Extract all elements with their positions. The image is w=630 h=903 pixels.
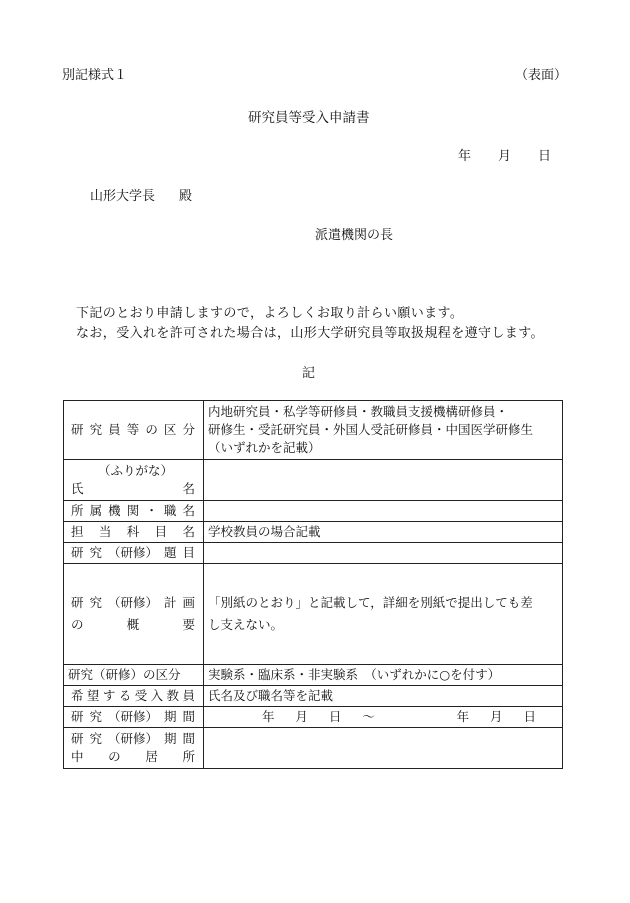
row-theme: [64, 543, 563, 564]
affiliation-value-cell[interactable]: [204, 501, 563, 522]
date-line: [458, 145, 551, 164]
plan-value-line-2: し支えない。: [208, 617, 284, 632]
subject-label-cell: [64, 522, 204, 543]
residence-value-cell[interactable]: [204, 728, 563, 769]
application-form-table: [63, 400, 563, 769]
subject-label: 担 当 科 目 名: [71, 524, 195, 539]
name-value-cell[interactable]: [204, 460, 563, 501]
category-value-line-2: 研修生・受託研究員・外国人受託研修員・中国医学研修生: [208, 422, 534, 437]
row-affiliation: [64, 501, 563, 522]
residence-label-cell: [64, 728, 204, 769]
period-tilde: ～: [362, 709, 375, 724]
furigana-label: （ふりがな）: [98, 463, 174, 478]
date-month: 月: [498, 149, 512, 164]
plan-value-cell[interactable]: [204, 564, 563, 665]
classification-value-cell[interactable]: 実験系・臨床系・非実験系 （いずれかに○を付す）: [204, 665, 563, 686]
addressee-name: 山形大学長: [90, 189, 156, 204]
theme-label-cell: [64, 543, 204, 564]
date-day: 日: [538, 149, 552, 164]
category-value-line-1: 内地研究員・私学等研修員・教職員支援機構研修員・: [208, 404, 509, 419]
row-plan: [64, 564, 563, 665]
row-classification: [64, 665, 563, 686]
row-category: [64, 401, 563, 460]
row-period: [64, 707, 563, 728]
document-title: 研究員等受入申請書: [248, 110, 370, 126]
period-label: 研 究 （研修） 期 間: [71, 709, 195, 724]
supervisor-label: 希 望 す る 受 入 教 員: [71, 688, 195, 703]
period-dates: 年 月 日 ～ 年 月 日: [262, 709, 536, 724]
supervisor-label-cell: [64, 686, 204, 707]
plan-label-cell: [64, 564, 204, 665]
name-label-cell: [64, 460, 204, 501]
category-label: 研 究 員 等 の 区 分: [71, 422, 195, 437]
subject-value-cell[interactable]: 学校教員の場合記載: [204, 522, 563, 543]
row-subject: [64, 522, 563, 543]
body-line-2: なお，受入れを許可された場合は，山形大学研究員等取扱規程を遵守します。: [76, 326, 544, 341]
body-line-1: 下記のとおり申請しますので，よろしくお取り計らい願います。: [76, 306, 464, 321]
classification-label: 研究（研修）の区分: [68, 667, 181, 682]
theme-label: 研 究 （研修） 題 目: [71, 545, 195, 560]
category-value-line-3: （いずれかを記載）: [208, 440, 321, 455]
category-label-cell: [64, 401, 204, 460]
theme-value-cell[interactable]: [204, 543, 563, 564]
form-number: 別記様式１: [62, 68, 128, 83]
name-label: 氏 名: [71, 481, 195, 496]
category-value-cell[interactable]: [204, 401, 563, 460]
side-indicator: （表面）: [515, 68, 568, 83]
plan-label-line-2: の 概 要: [71, 617, 195, 632]
classification-label-cell: [64, 665, 204, 686]
row-residence: [64, 728, 563, 769]
period-value-cell[interactable]: [204, 707, 563, 728]
affiliation-label-cell: [64, 501, 204, 522]
residence-label-line-1: 研 究 （研修） 期 間: [71, 731, 195, 746]
supervisor-value-cell[interactable]: 氏名及び職名等を記載: [204, 686, 563, 707]
date-year: 年: [458, 149, 472, 164]
row-supervisor: [64, 686, 563, 707]
addressee: [90, 185, 192, 204]
addressee-honorific: 殿: [179, 189, 193, 204]
residence-label-line-2: 中 の 居 所: [71, 749, 195, 764]
plan-label-line-1: 研 究 （研修） 計 画: [71, 595, 195, 610]
affiliation-label: 所 属 機 関 ・ 職 名: [71, 503, 195, 518]
ki-label: 記: [302, 366, 316, 381]
plan-value-line-1: 「別紙のとおり」と記載して，詳細を別紙で提出しても差: [208, 595, 533, 610]
sender-label: 派遣機関の長: [315, 228, 394, 243]
row-name: [64, 460, 563, 501]
period-label-cell: [64, 707, 204, 728]
